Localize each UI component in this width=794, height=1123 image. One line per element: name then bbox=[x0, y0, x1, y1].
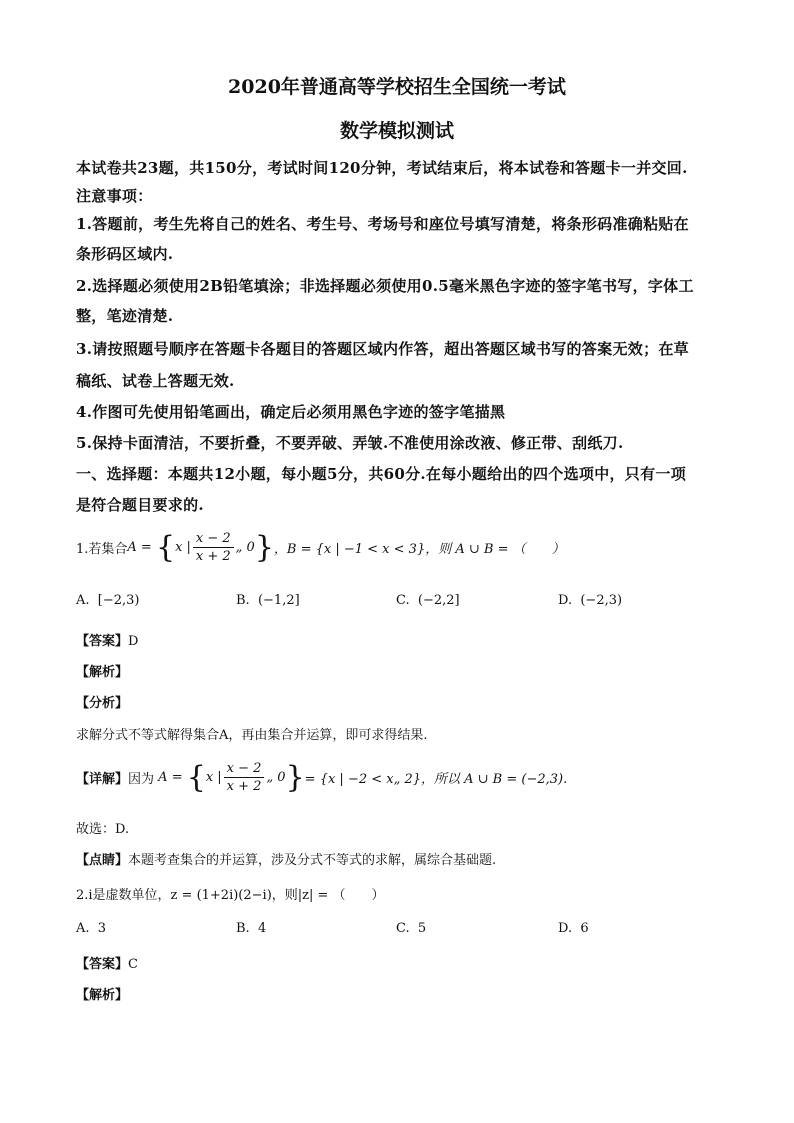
page-subtitle: 数学模拟测试 bbox=[339, 120, 454, 142]
section-heading: 一、选择题：本题共12小题，每小题5分，共60分.在每小题给出的四个选项中，只有一项 bbox=[76, 465, 687, 483]
right-brace-icon: } bbox=[285, 759, 305, 795]
left-brace-icon: { bbox=[155, 529, 176, 565]
set-a-symbol: A bbox=[127, 540, 137, 555]
option-d: D. (−2,3) bbox=[558, 593, 623, 608]
notice-item: 2.选择题必须使用2B铅笔填涂；非选择题必须使用0.5毫米黑色字迹的签字笔书写，字体工 bbox=[76, 277, 694, 295]
notice-item: 3.请按照题号顺序在答题卡各题目的答题区域内作答，超出答题区域书写的答案无效；在草 bbox=[76, 340, 689, 358]
notice-item: 5.保持卡面清洁，不要折叠，不要弄破、弄皱.不准使用涂改液、修正带、刮纸刀. bbox=[76, 434, 624, 452]
notice-item: 条形码区域内. bbox=[76, 245, 174, 263]
option-b: B. (−1,2] bbox=[236, 593, 300, 608]
notice-label: 注意事项： bbox=[76, 187, 153, 205]
analysis-label: 【解析】 bbox=[76, 988, 129, 1003]
notice-item: 整，笔迹清楚. bbox=[76, 307, 174, 325]
right-brace-icon: } bbox=[254, 529, 274, 565]
analysis-label: 【解析】 bbox=[76, 665, 129, 680]
set-b-text: ，B = {x | −1 < x < 3}，则 A ∪ B = （ ） bbox=[273, 542, 565, 557]
question-1-stem: 1.若集合 A = { x | $\frac{x - 2}{x + 2}$ „ 0 } ，B = {x | −1 < x < 3}，则 A ∪ B = （ ） bbox=[76, 529, 565, 565]
left-brace-icon: { bbox=[186, 759, 206, 795]
fraction: $\frac{x - 2}{x + 2}$ bbox=[193, 530, 234, 565]
comment-line: 【点睛】本题考查集合的并运算，涉及分式不等式的求解，属综合基础题. bbox=[76, 853, 497, 868]
question-2-stem: 2.i是虚数单位，z = (1+2i)(2−i)，则|z| = （ ） bbox=[76, 888, 385, 903]
answer-line: 【答案】C bbox=[76, 957, 138, 972]
answer-line: 【答案】D bbox=[76, 634, 139, 649]
option-a: A. 3 bbox=[76, 921, 107, 936]
fraction: $\frac{x - 2}{x + 2}$ bbox=[224, 760, 265, 795]
notice-item: 1.答题前，考生先将自己的姓名、考生号、考场号和座位号填写清楚，将条形码准确粘贴在 bbox=[76, 215, 689, 233]
option-c: C. 5 bbox=[396, 921, 427, 936]
fenxi-text: 求解分式不等式解得集合A，再由集合并运算，即可求得结果. bbox=[76, 728, 428, 743]
intro-line: 本试卷共23题，共150分，考试时间120分钟，考试结束后，将本试卷和答题卡一并交回. bbox=[76, 159, 688, 177]
option-d: D. 6 bbox=[558, 921, 589, 936]
notice-item: 4.作图可先使用铅笔画出，确定后必须用黑色字迹的签字笔描黑 bbox=[76, 403, 506, 421]
fenxi-label: 【分析】 bbox=[76, 696, 129, 711]
detail-line: 【详解】 因为 A = { x | $\frac{x - 2}{x + 2}$ „ 0 } = {x | −2 < x„ 2}，所以 A ∪ B = (−2,3). bbox=[76, 759, 568, 795]
section-heading: 是符合题目要求的. bbox=[76, 496, 204, 514]
question-1-prefix: 1.若集合 bbox=[76, 542, 128, 557]
page-title: 2020年普通高等学校招生全国统一考试 bbox=[228, 76, 566, 98]
option-b: B. 4 bbox=[236, 921, 267, 936]
choose-line: 故选：D. bbox=[76, 822, 130, 837]
option-c: C. (−2,2] bbox=[396, 593, 460, 608]
notice-item: 稿纸、试卷上答题无效. bbox=[76, 372, 235, 390]
option-a: A. [−2,3) bbox=[76, 593, 140, 608]
